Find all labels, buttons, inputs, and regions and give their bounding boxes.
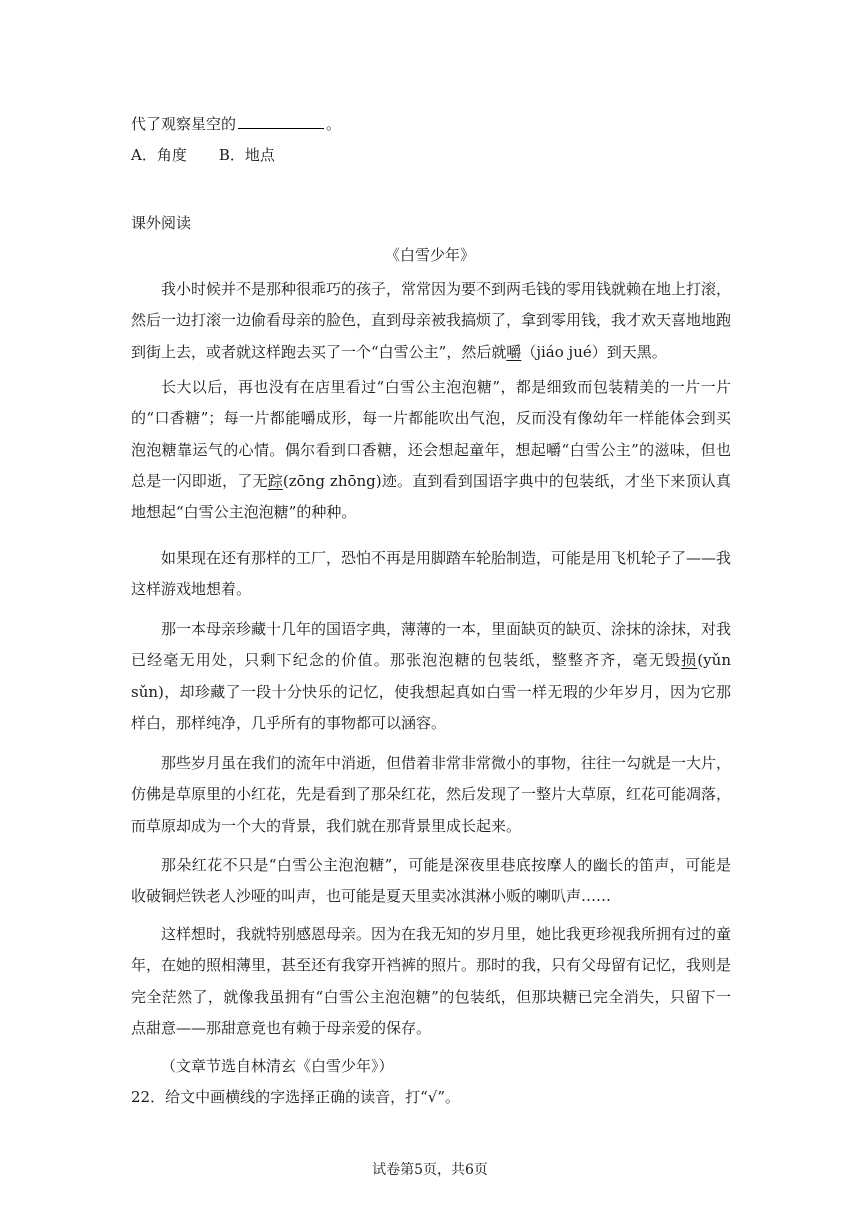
p2-text-b: (zōng zhōng)迹。直到看到国语字典中的包装纸，才坐下来顶认真地想起“白雪公主泡泡糖”的种种。 <box>131 471 731 522</box>
p1-text-b: （jiáo jué）到天黑。 <box>521 342 667 361</box>
answer-blank[interactable] <box>238 114 324 129</box>
underlined-char-3: 损 <box>681 651 698 670</box>
article-source: （文章节选自林清玄《白雪少年》） <box>161 1057 394 1075</box>
previous-question-stem <box>131 114 731 134</box>
paragraph-5: 那些岁月虽在我们的流年中消逝，但借着非常非常微小的事物，往往一勾就是一大片，仿佛是草原里的小红花，先是看到了那朵红花，然后发现了一整片大草原，红花可能凋落，而草原却成为一个大的背景，我们就在那背景里成长起来。 <box>131 754 732 835</box>
underlined-char-1: 嚼 <box>506 342 522 361</box>
stem-end: 。 <box>326 115 342 133</box>
previous-question-options <box>131 145 731 165</box>
paragraph-7: 这样想时，我就特别感恩母亲。因为在我无知的岁月里，她比我更珍视我所拥有过的童年，在她的照相薄里，甚至还有我穿开裆裤的照片。那时的我，只有父母留有记忆，我则是完全茫然了，就像我虽拥有“白雪公主泡泡糖”的包装纸，但那块糖已完全消失，只留下一点甜意——那甜意竟也有赖于母亲爱的保存。 <box>131 925 732 1037</box>
paragraph-3: 如果现在还有那样的工厂，恐怕不再是用脚踏车轮胎制造，可能是用飞机轮子了——我这样游戏地想着。 <box>131 549 732 599</box>
option-b[interactable]: B．地点 <box>218 146 275 164</box>
question-22: 22．给文中画横线的字选择正确的读音，打“√”。 <box>131 1088 460 1106</box>
page-footer: 试卷第5页，共6页 <box>372 1162 488 1178</box>
section-heading: 课外阅读 <box>131 214 192 232</box>
paragraph-6: 那朵红花不只是“白雪公主泡泡糖”，可能是深夜里巷底按摩人的幽长的笛声，可能是收破铜烂铁老人沙哑的叫声，也可能是夏天里卖冰淇淋小贩的喇叭声…… <box>131 856 731 906</box>
p4-text-b: (yǔn sǔn)，却珍藏了一段十分快乐的记忆，使我想起真如白雪一样无瑕的少年岁月，因为它那样白，那样纯净，几乎所有的事物都可以涵容。 <box>131 651 731 732</box>
underlined-char-2: 踪 <box>267 471 283 490</box>
article-title: 《白雪少年》 <box>384 246 475 264</box>
stem-text: 代了观察星空的 <box>131 115 237 133</box>
paragraph-1 <box>131 274 731 368</box>
option-a[interactable]: A．角度 <box>131 146 187 164</box>
p2-text-a: 长大以后，再也没有在店里看过“白雪公主泡泡糖”，都是细致而包装精美的一片一片的“口香糖”；每一片都能嚼成形，每一片都能吹出气泡，反而没有像幼年一样能体会到买泡泡糖靠运气的心情。偶尔看到口香糖，还会想起童年，想起嚼“白雪公主”的滋味，但也总是一闪即逝，了无 <box>131 378 731 490</box>
paragraph-2 <box>131 372 731 528</box>
p4-text-a: 那一本母亲珍藏十几年的国语字典，薄薄的一本，里面缺页的缺页、涂抹的涂抹，对我已经毫无用处，只剩下纪念的价值。那张泡泡糖的包装纸，整整齐齐，毫无毁 <box>131 620 732 670</box>
paragraph-4 <box>131 614 731 739</box>
p1-text-a: 我小时候并不是那种很乖巧的孩子，常常因为要不到两毛钱的零用钱就赖在地上打滚，然后一边打滚一边偷看母亲的脸色，直到母亲被我搞烦了，拿到零用钱，我才欢天喜地地跑到街上去，或者就这样跑去买了一个“白雪公主”，然后就 <box>131 280 732 361</box>
